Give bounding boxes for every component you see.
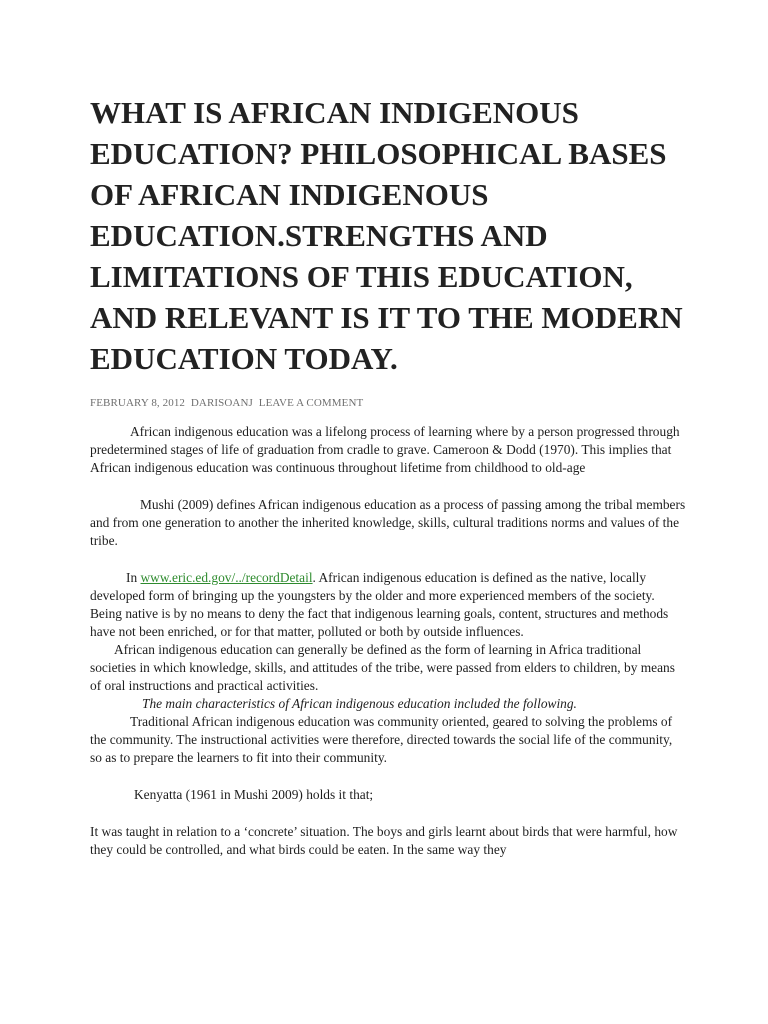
- paragraph: African indigenous education was a lifelong process of learning where by a person progressed through predetermined stages of life of graduation from cradle to grave. Cameroon & Dodd (1970). This implies that African indigenous education was continuous throughout lifetime from childhood to old-age: [90, 424, 680, 475]
- paragraph: [90, 569, 686, 641]
- post-meta: [90, 396, 686, 410]
- article-body: [90, 423, 686, 859]
- paragraph-prefix: In: [126, 570, 138, 585]
- paragraph: Mushi (2009) defines African indigenous education as a process of passing among the tribal members and from one generation to another the inherited knowledge, skills, cultural traditions norms and values of the tribe.: [90, 497, 686, 548]
- paragraph-italic: The main characteristics of African indigenous education included the following.: [142, 696, 577, 711]
- post-author[interactable]: DARISOANJ: [190, 397, 253, 409]
- leave-comment-link[interactable]: LEAVE A COMMENT: [258, 397, 364, 409]
- paragraph: Kenyatta (1961 in Mushi 2009) holds it that;: [134, 787, 374, 802]
- paragraph: African indigenous education can generally be defined as the form of learning in Africa traditional societies in which knowledge, skills, and attitudes of the tribe, were passed from elders to children, by means of oral instructions and practical activities.: [90, 642, 675, 693]
- article: [90, 92, 686, 859]
- paragraph-text: . African indigenous education is defined as the native, locally developed form of bringing up the youngsters by the older and more experienced members of the society. Being native is by no means to deny the fact that indigenous learning goals, content, structures and methods have not been enriched, or for that matter, polluted or both by outside influences.: [90, 570, 669, 639]
- paragraph: Traditional African indigenous education was community oriented, geared to solving the problems of the community. The instructional activities were therefore, directed towards the social life of the community, so as to prepare the learners to fit into their community.: [90, 714, 673, 765]
- eric-record-link[interactable]: www.eric.ed.gov/../recordDetail: [140, 570, 313, 585]
- paragraph: It was taught in relation to a ‘concrete’ situation. The boys and girls learnt about birds that were harmful, how they could be controlled, and what birds could be eaten. In the same way they: [90, 824, 678, 857]
- post-date[interactable]: FEBRUARY 8, 2012: [90, 397, 186, 409]
- article-title: WHAT IS AFRICAN INDIGENOUS EDUCATION? PHILOSOPHICAL BASES OF AFRICAN INDIGENOUS EDUCATION.STRENGTHS AND LIMITATIONS OF THIS EDUCATION, AND RELEVANT IS IT TO THE MODERN EDUCATION TODAY.: [90, 95, 683, 376]
